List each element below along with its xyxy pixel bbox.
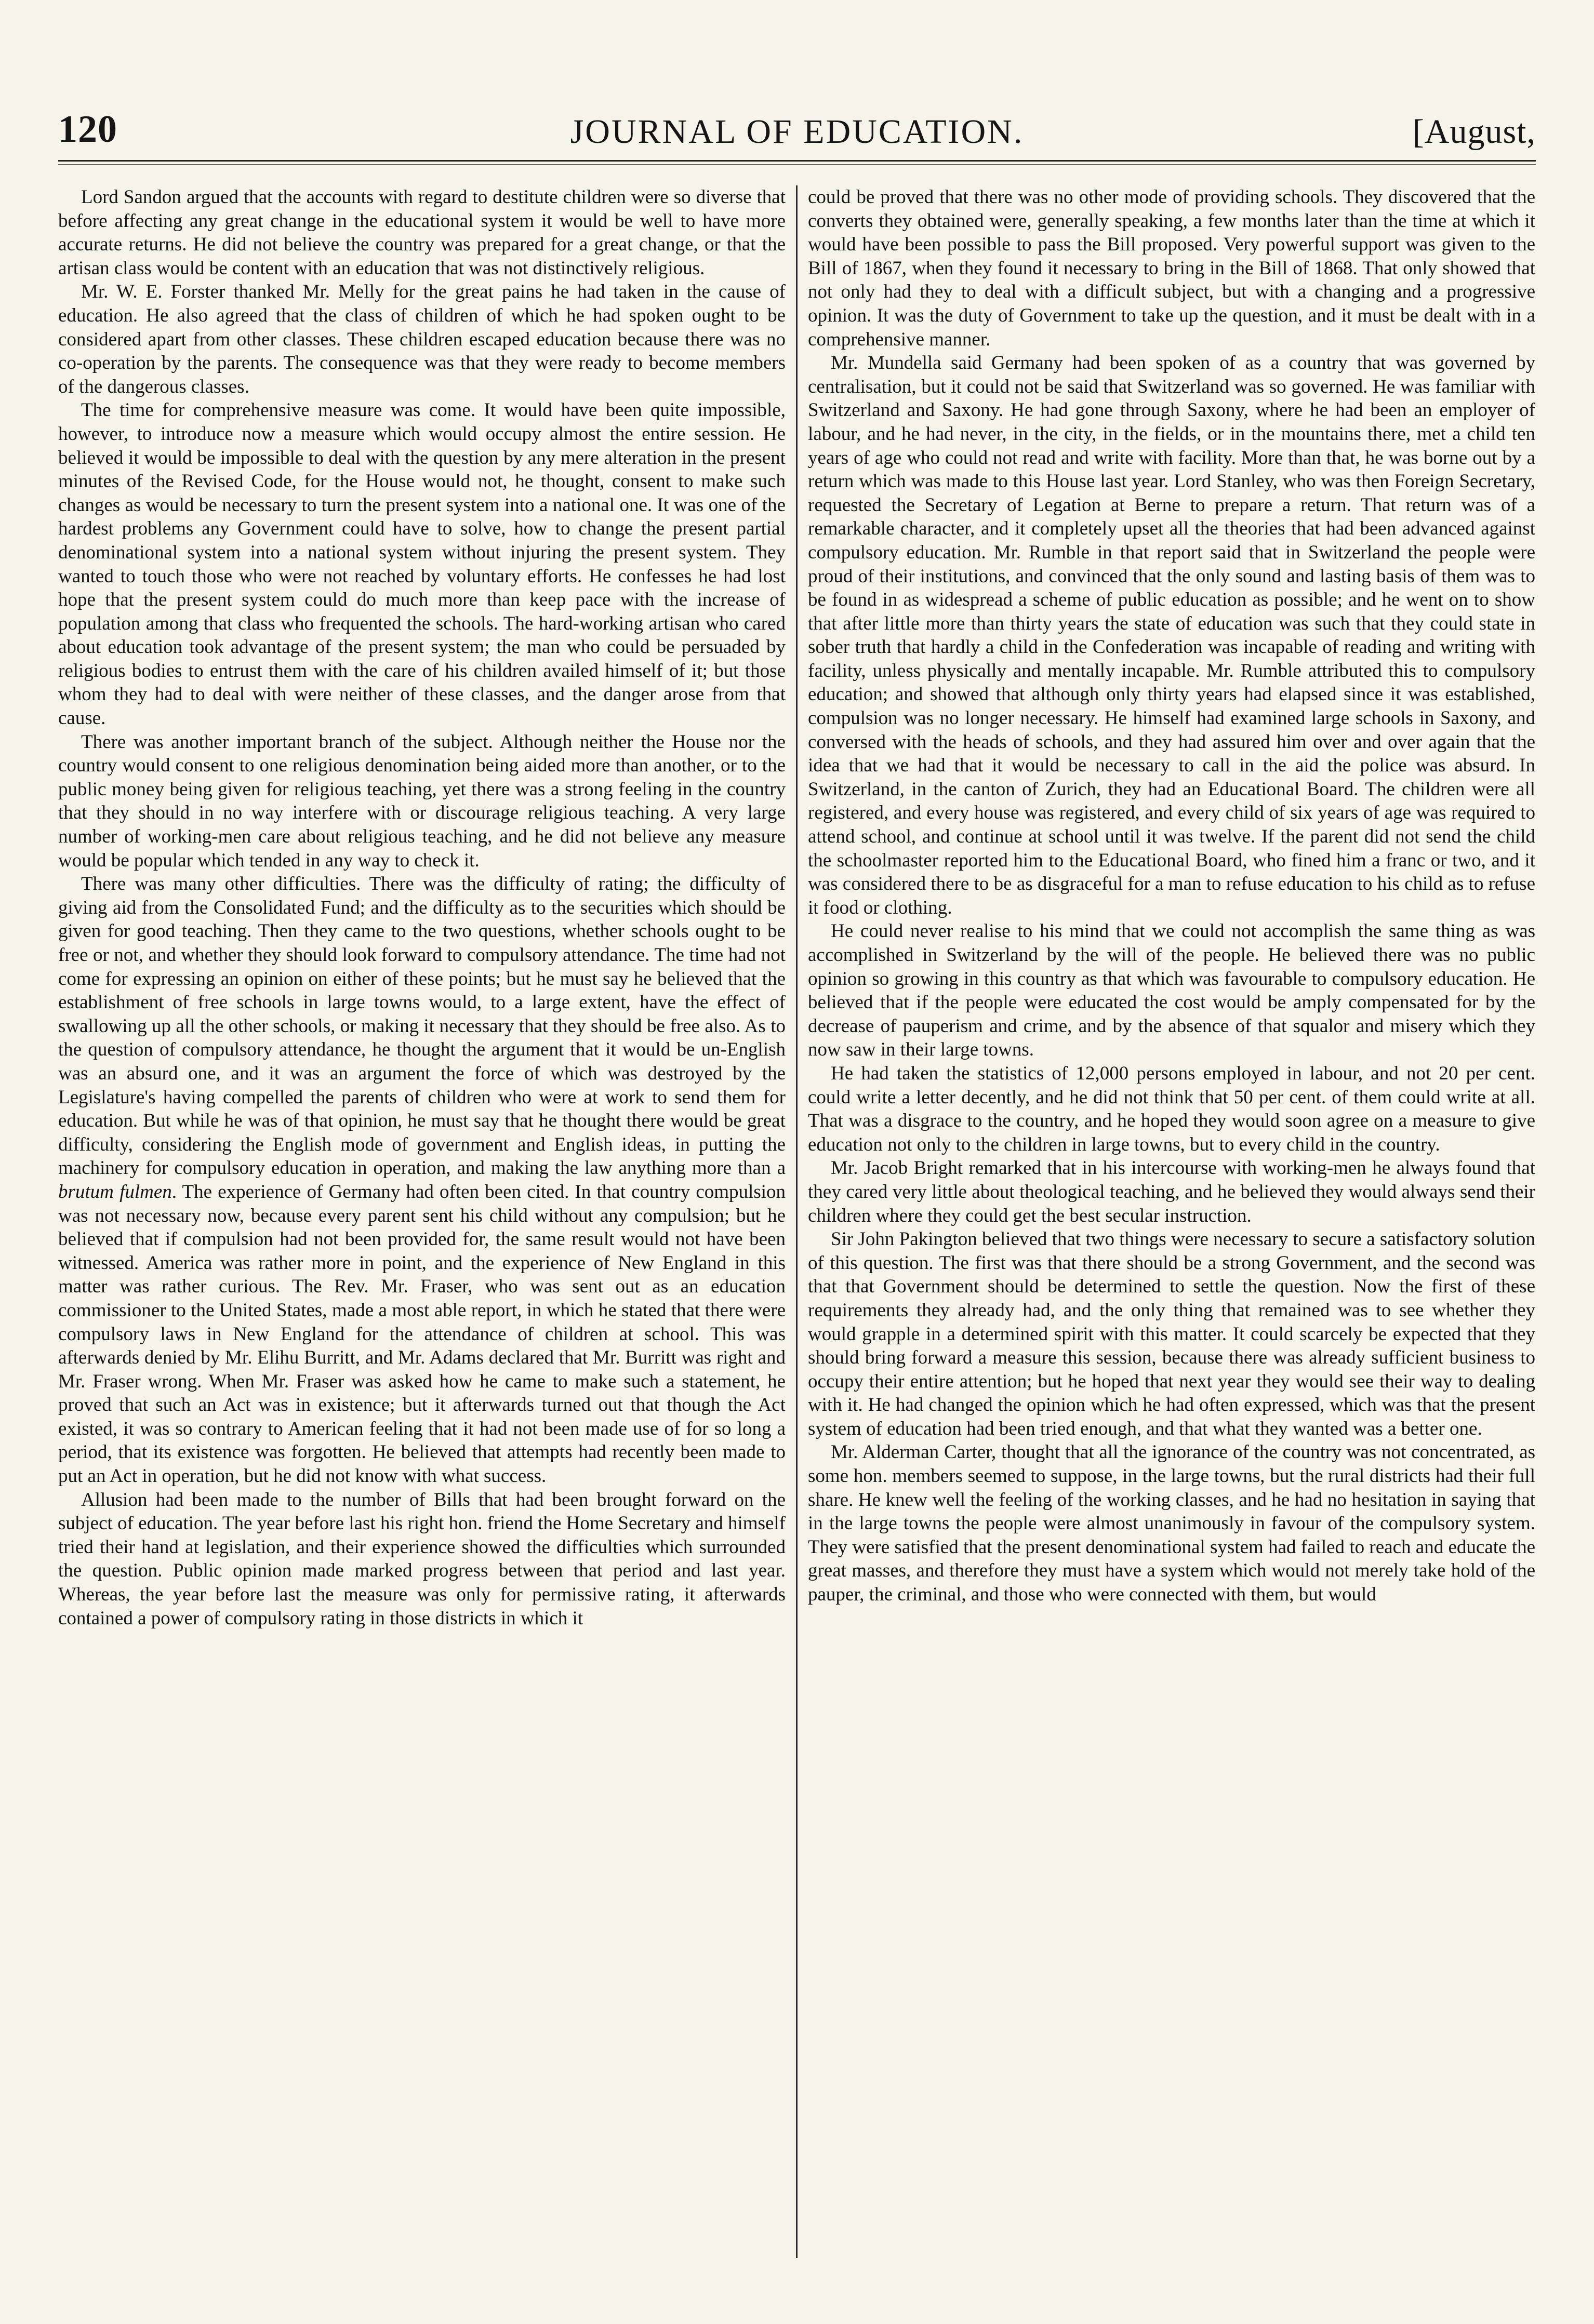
- latin-phrase: brutum fulmen: [58, 1181, 172, 1203]
- issue-month: [August,: [1412, 113, 1536, 151]
- page-header: [58, 102, 1536, 152]
- paragraph: He could never realise to his mind that we could not accomplish the same thing as was accomplished in Switzerland by the will of the people. He believed there was no public opinion so growing in this country as that which was favourable to compulsory education. He believed that if the people were educated the cost would be amply compensated for by the decrease of pauperism and crime, and by the absence of that squalor and misery which they now saw in their large towns.: [808, 920, 1535, 1061]
- paragraph: Mr. Mundella said Germany had been spoken of as a country that was governed by centralisation, but it could not be said that Switzerland was so governed. He was familiar with Switzerland and Saxony. He had gone through Saxony, where he had been an employer of labour, and he had never, in the city, in the fields, or in the mountains there, met a child ten years of age who could not read and write with facility. More than that, he was borne out by a return which was made to this House last year. Lord Stanley, who was then Foreign Secretary, requested the Secretary of Legation at Berne to prepare a return. That return was of a remarkable character, and it completely upset all the theories that had been advanced against compulsory education. Mr. Rumble in that report said that in Switzerland the people were proud of their institutions, and convinced that the only sound and lasting basis of them was to be found in as widespread a scheme of public education as possible; and he went on to show that after little more than thirty years the state of education was such that they could state in sober truth that hardly a child in the Confederation was incapable of reading and writing with facility, unless physically and mentally incapable. Mr. Rumble attributed this to compulsory education; and showed that although only thirty years had elapsed since it was established, compulsion was no longer necessary. He himself had examined large schools in Saxony, and conversed with the heads of schools, and they had assured him over and over again that the idea that we had that it would be necessary to call in the aid the police was absurd. In Switzerland, in the canton of Zurich, they had an Educational Board. The children were all registered, and every house was registered, and every child of six years of age was required to attend school, and continue at school until it was twelve. If the parent did not send the child the schoolmaster reported him to the Educational Board, who fined him a franc or two, and it was considered there to be as disgraceful for a man to refuse education to his child as to refuse it food or clothing.: [808, 352, 1535, 918]
- paragraph: Lord Sandon argued that the accounts with regard to destitute children were so diverse that before affecting any great change in the educational system it would be well to have more accurate returns. He did not believe the country was prepared for a great change, or that the artisan class would be content with an education that was not distinctively religious.: [58, 186, 786, 279]
- paragraph: could be proved that there was no other mode of providing schools. They discovered that the converts they obtained were, generally speaking, a few months later than the time at which it would have been possible to pass the Bill proposed. Very powerful support was given to the Bill of 1867, when they found it necessary to bring in the Bill of 1868. That only showed that not only had they to deal with a difficult subject, but with a changing and a progressive opinion. It was the duty of Government to take up the question, and it must be dealt with in a comprehensive manner.: [808, 186, 1535, 350]
- paragraph: Mr. W. E. Forster thanked Mr. Melly for the great pains he had taken in the cause of education. He also agreed that the class of children of which he had spoken ought to be considered apart from other classes. These children escaped education because there was no co-operation by the parents. The consequence was that they were ready to become members of the dangerous classes.: [58, 281, 786, 397]
- paragraph: Allusion had been made to the number of Bills that had been brought forward on the subject of education. The year before last his right hon. friend the Home Secretary and himself tried their hand at legislation, and their experience showed the difficulties which surrounded the question. Public opinion made marked progress between that period and last year. Whereas, the year before last the measure was only for permissive rating, it afterwards contained a power of compulsory rating in those districts in which it: [58, 1489, 786, 1629]
- text-columns: [58, 185, 1536, 2258]
- paragraph: Mr. Alderman Carter, thought that all the ignorance of the country was not concentrated, as some hon. members seemed to suppose, in the large towns, but the rural districts had their full share. He knew well the feeling of the working classes, and he had no hesitation in saying that in the large towns the people were almost unanimously in favour of the compulsory system. They were satisfied that the present denominational system had failed to reach and educate the great masses, and therefore they must have a system which would not merely take hold of the pauper, the criminal, and those who were connected with them, but would: [808, 1441, 1535, 1606]
- paragraph: He had taken the statistics of 12,000 persons employed in labour, and not 20 per cent. could write a letter decently, and he did not think that 50 per cent. of them could write at all. That was a disgrace to the country, and he hoped they would soon agree on a measure to give education not only to the children in large towns, but to every child in the country.: [808, 1062, 1535, 1155]
- column-divider: [796, 185, 798, 2258]
- column-right: [808, 185, 1535, 2258]
- paragraph: There was many other difficulties. There was the difficulty of rating; the difficulty of giving aid from the Consolidated Fund; and the difficulty as to the securities which should be given for good teaching. Then they came to the two questions, whether schools ought to be free or not, and whether they should look forward to compulsory attendance. The time had not come for expressing an opinion on either of these points; but he must say he believed that the establishment of free schools in large towns would, to a large extent, have the effect of swallowing up all the other schools, or making it necessary that they should be free also. As to the question of compulsory attendance, he thought the argument that it would be un-English was an absurd one, and it was an argument the force of which was destroyed by the Legislature's having compelled the parents of children who were at work to send them for education. But while he was of that opinion, he must say that he thought there would be great difficulty, considering the English mode of government and English ideas, in putting the machinery for compulsory education in operation, and making the law anything more than a brutum fulmen. The experience of Germany had often been cited. In that country compulsion was not necessary now, because every parent sent his child without any compulsion; but he believed that if compulsion had not been provided for, the same result would not have been witnessed. America was rather more in point, and the experience of New England in this matter was rather curious. The Rev. Mr. Fraser, who was sent out as an education commissioner to the United States, made a most able report, in which he stated that there were compulsory laws in New England for the attendance of children at school. This was afterwards denied by Mr. Elihu Burritt, and Mr. Adams declared that Mr. Burritt was right and Mr. Fraser wrong. When Mr. Fraser was asked how he came to make such a statement, he proved that such an Act was in existence; but it afterwards turned out that though the Act existed, it was so contrary to American feeling that it had not been made use of for so long a period, that its existence was forgotten. He believed that attempts had recently been made to put an Act in operation, but he did not know with what success.: [58, 873, 786, 1487]
- paragraph: The time for comprehensive measure was come. It would have been quite impossible, however, to introduce now a measure which would occupy almost the entire session. He believed it would be impossible to deal with the question by any mere alteration in the present minutes of the Revised Code, for the House would not, he thought, consent to make such changes as would be necessary to turn the present system into a national one. It was one of the hardest problems any Government could have to solve, how to change the present partial denominational system into a national system without injuring the present system. They wanted to touch those who were not reached by voluntary efforts. He confesses he had lost hope that the present system could do much more than keep pace with the increase of population among that class who frequented the schools. The hard-working artisan who cared about education took advantage of the present system; the man who could be persuaded by religious bodies to entrust them with the care of his children availed himself of it; but those whom they had to deal with were neither of these classes, and the danger arose from that cause.: [58, 399, 786, 729]
- journal-title: JOURNAL OF EDUCATION.: [570, 113, 1024, 151]
- paragraph: Sir John Pakington believed that two things were necessary to secure a satisfactory solution of this question. The first was that there should be a strong Government, and the second was that that Government should be determined to settle the question. Now the first of these requirements they already had, and the only thing that remained was to see whether they would grapple in a determined spirit with this matter. It could scarcely be expected that they should bring forward a measure this session, because there was already sufficient business to occupy their entire attention; but he hoped that next year they would see their way to dealing with it. He had changed the opinion which he had often expressed, which was that the present system of education had been tried enough, and that what they wanted was a better one.: [808, 1228, 1535, 1439]
- paragraph: There was another important branch of the subject. Although neither the House nor the country would consent to one religious denomination being aided more than another, or to the public money being given for religious teaching, yet there was a strong feeling in the country that they should in no way interfere with or discourage religious teaching. A very large number of working-men care about religious teaching, and he did not believe any measure would be popular which tended in any way to check it.: [58, 731, 786, 871]
- header-rule: [58, 160, 1536, 165]
- page-number: 120: [58, 108, 117, 151]
- column-left: [58, 185, 786, 2258]
- paragraph: Mr. Jacob Bright remarked that in his intercourse with working-men he always found that they cared very little about theological teaching, and he believed they would always send their children where they could get the best secular instruction.: [808, 1157, 1535, 1226]
